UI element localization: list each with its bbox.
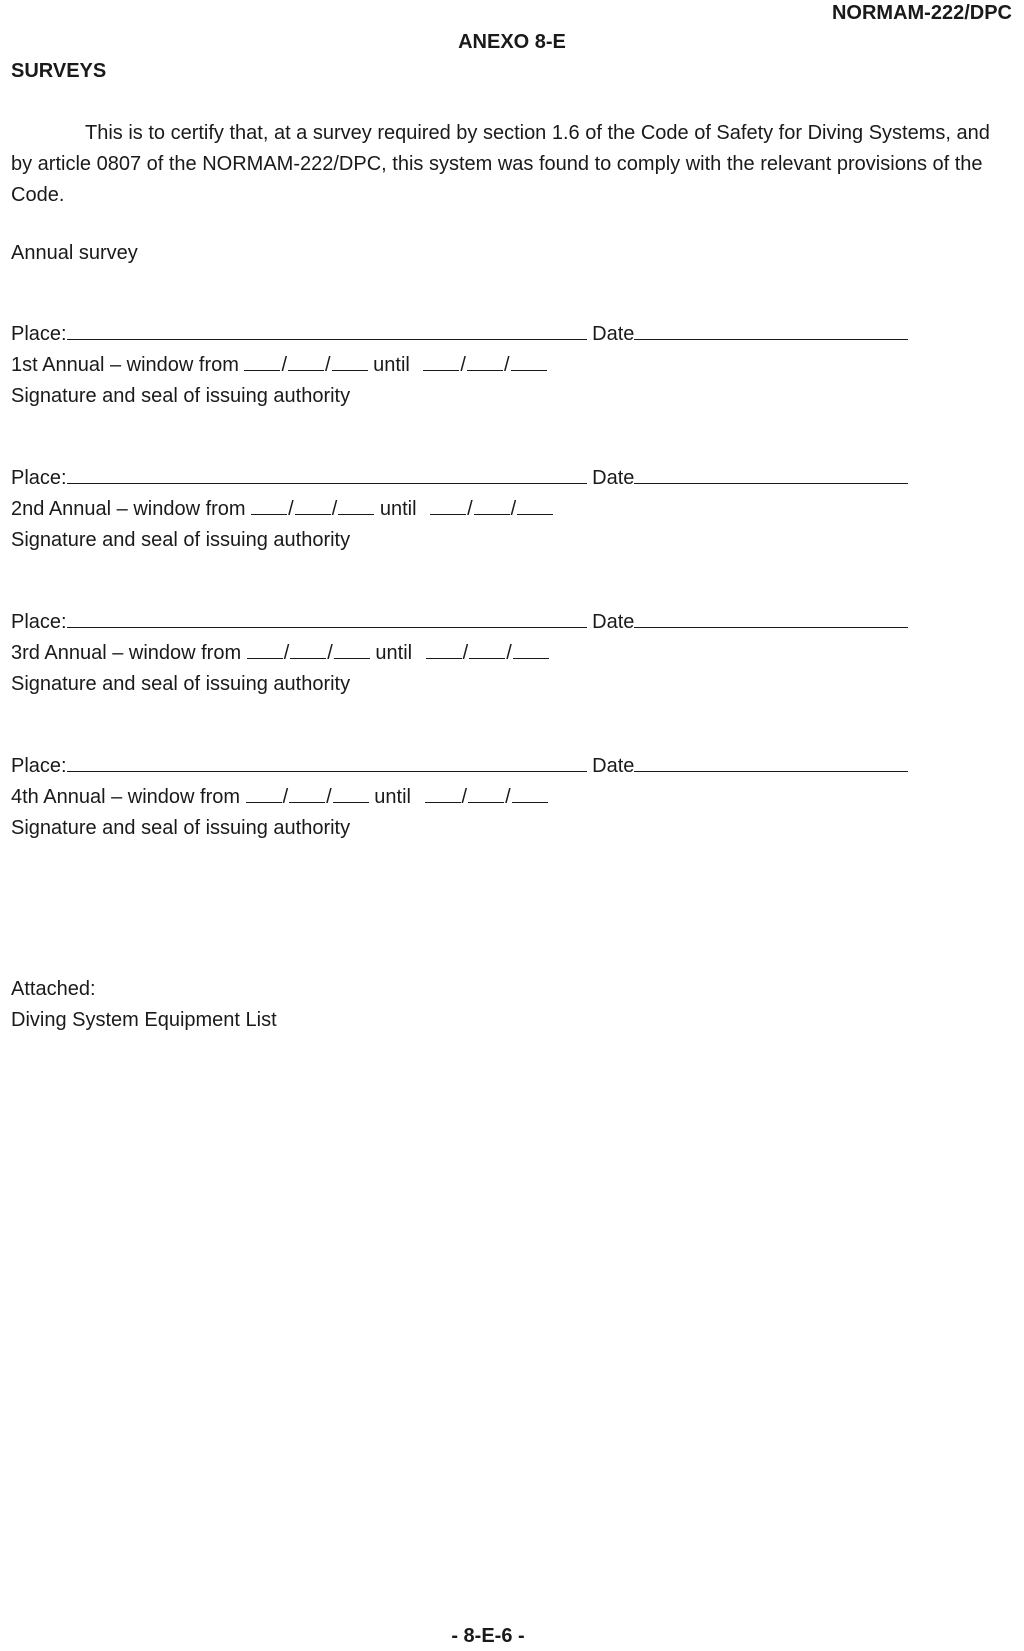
window-from-day-field[interactable] [251,494,287,515]
place-field[interactable] [67,319,587,340]
window-until-year-field[interactable] [517,494,553,515]
place-date-row [11,751,1011,782]
document-code: NORMAM-222/DPC [831,2,1012,24]
page-number: - 8-E-6 - [451,1625,525,1647]
window-from-month-field[interactable] [290,638,326,659]
until-label: until [379,498,417,520]
until-label: until [373,354,410,376]
window-until-day-field[interactable] [423,350,459,371]
date-label: Date [592,611,635,633]
place-date-row [11,463,1011,494]
window-label: 1st Annual – window from [11,354,239,376]
signature-label: Signature and seal of issuing authority [11,385,351,407]
annual-survey-label: Annual survey [11,242,138,264]
window-row: 1st Annual – window from / / until / / [11,350,1011,381]
window-row: 2nd Annual – window from / / until / / [11,494,1011,525]
window-from-year-field[interactable] [338,494,374,515]
attached-label: Attached: [11,978,96,1000]
window-from-year-field[interactable] [332,350,368,371]
signature-label: Signature and seal of issuing authority [11,817,351,839]
place-date-row [11,319,1011,350]
survey-block-1st [11,319,1011,412]
window-row: 3rd Annual – window from / / until / / [11,638,1011,669]
place-field[interactable] [67,463,587,484]
survey-block-2nd [11,463,1011,556]
window-from-day-field[interactable] [244,350,280,371]
window-until-month-field[interactable] [468,782,504,803]
window-label: 2nd Annual – window from [11,498,246,520]
window-from-day-field[interactable] [247,638,283,659]
date-label: Date [592,755,635,777]
window-until-month-field[interactable] [474,494,510,515]
window-from-year-field[interactable] [334,638,370,659]
signature-label: Signature and seal of issuing authority [11,529,351,551]
survey-block-3rd [11,607,1011,700]
window-until-day-field[interactable] [430,494,466,515]
date-field[interactable] [634,463,908,484]
window-until-year-field[interactable] [511,350,547,371]
window-until-year-field[interactable] [512,782,548,803]
window-until-day-field[interactable] [425,782,461,803]
date-label: Date [592,323,635,345]
window-from-month-field[interactable] [288,350,324,371]
place-label: Place: [11,755,67,777]
annex-title: ANEXO 8-E [458,31,566,53]
signature-label: Signature and seal of issuing authority [11,673,351,695]
window-label: 4th Annual – window from [11,786,241,808]
section-title: SURVEYS [11,60,107,82]
place-field[interactable] [67,607,587,628]
window-row: 4th Annual – window from / / until / / [11,782,1011,813]
window-from-year-field[interactable] [333,782,369,803]
window-until-month-field[interactable] [469,638,505,659]
certification-paragraph: This is to certify that, at a survey required by section 1.6 of the Code of Safety for Diving Systems, and by article 0807 of the NORMAM-222/DPC, this system was found to comply with the relevant provisions of the Code. [11,122,990,206]
window-from-month-field[interactable] [295,494,331,515]
place-label: Place: [11,467,67,489]
window-from-day-field[interactable] [246,782,282,803]
attached-item: Diving System Equipment List [11,1009,277,1031]
date-field[interactable] [634,319,908,340]
place-label: Place: [11,323,67,345]
window-until-year-field[interactable] [513,638,549,659]
place-date-row [11,607,1011,638]
date-field[interactable] [634,607,908,628]
window-from-month-field[interactable] [289,782,325,803]
window-label: 3rd Annual – window from [11,642,242,664]
until-label: until [374,786,411,808]
place-field[interactable] [67,751,587,772]
date-field[interactable] [634,751,908,772]
until-label: until [375,642,413,664]
date-label: Date [592,467,635,489]
place-label: Place: [11,611,67,633]
attachments-section [11,974,277,1036]
survey-block-4th [11,751,1011,844]
window-until-day-field[interactable] [426,638,462,659]
window-until-month-field[interactable] [467,350,503,371]
